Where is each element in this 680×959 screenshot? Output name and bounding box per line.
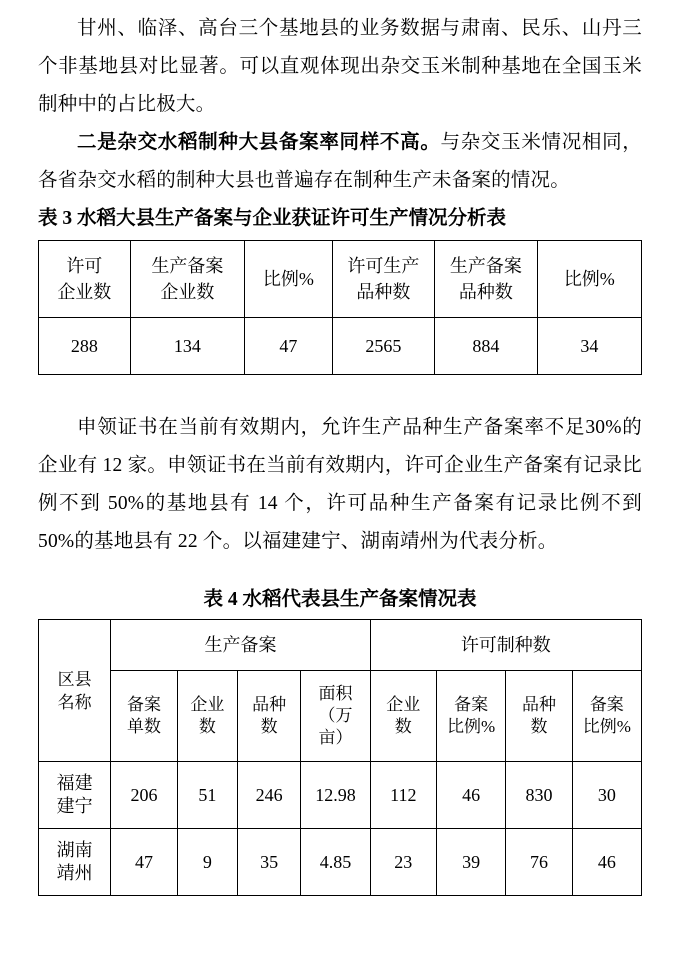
table4-corner-line-2: 名称 xyxy=(57,692,92,712)
table-row-group-header xyxy=(39,620,642,671)
table4-sub-5-line-1: 企业 xyxy=(386,695,421,714)
table-3 xyxy=(38,240,642,375)
table3-caption: 表 3 水稻大县生产备案与企业获证许可生产情况分析表 xyxy=(38,208,507,229)
table4-sub-2-line-1: 企业 xyxy=(190,695,225,714)
table4-caption: 表 4 水稻代表县生产备案情况表 xyxy=(203,589,477,610)
table3-cell-5: 884 xyxy=(435,318,538,375)
table3-header-1-line-1: 许可 xyxy=(66,256,103,276)
table4-sub-8-line-2: 比例% xyxy=(582,717,631,736)
table-row xyxy=(39,829,642,896)
table3-header-cell-2 xyxy=(130,241,245,318)
table3-header-1-line-2: 企业数 xyxy=(57,282,112,302)
table4-group-header-2: 许可制种数 xyxy=(370,620,641,671)
table4-row1-cell-2: 51 xyxy=(177,762,237,829)
table4-sub-header-8 xyxy=(572,671,641,762)
table4-row1-cell-8: 30 xyxy=(572,762,641,829)
table4-sub-header-5 xyxy=(370,671,436,762)
table3-header-2-line-1: 生产备案 xyxy=(151,256,224,276)
table3-header-5-line-1: 生产备案 xyxy=(449,256,522,276)
table3-header-5-line-2: 品种数 xyxy=(458,282,513,302)
table4-row2-cell-5: 23 xyxy=(370,829,436,896)
table3-header-cell-3 xyxy=(245,241,332,318)
table4-row1-name-line-1: 福建 xyxy=(56,773,93,793)
table4-group-header-1: 生产备案 xyxy=(111,620,370,671)
table3-header-cell-5 xyxy=(435,241,538,318)
table4-row1-name-line-2: 建宁 xyxy=(56,796,93,816)
table4-row2-cell-2: 9 xyxy=(177,829,237,896)
table4-sub-7-line-1: 品种 xyxy=(521,695,556,714)
table3-cell-4: 2565 xyxy=(332,318,435,375)
paragraph-2 xyxy=(38,124,642,200)
table3-header-2-line-2: 企业数 xyxy=(160,282,215,302)
table4-sub-header-6 xyxy=(436,671,505,762)
paragraph-3: 申领证书在当前有效期内，允许生产品种生产备案率不足30%的企业有 12 家。申领证书在当前有效期内，许可企业生产备案有记录比例不到 50%的基地县有 14 个，许可品种生产备案有记录比例不到 50%的基地县有 22 个。以福建建宁、湖南靖州为代表分析。 xyxy=(38,417,642,552)
table-row-sub-header xyxy=(39,671,642,762)
table4-sub-4-line-2: （万 xyxy=(318,706,353,725)
paragraph-2-rest: 与杂交玉米情况相同，各省杂交水稻的制种大县也普遍存在制种生产未备案的情况。 xyxy=(38,132,642,191)
table4-sub-header-2 xyxy=(177,671,237,762)
table4-row2-cell-6: 39 xyxy=(436,829,505,896)
table4-sub-header-3 xyxy=(237,671,300,762)
table4-row1-cell-6: 46 xyxy=(436,762,505,829)
table4-sub-5-line-2: 数 xyxy=(394,717,412,736)
table4-sub-1-line-2: 单数 xyxy=(127,717,162,736)
table4-sub-4-line-1: 面积 xyxy=(318,684,353,703)
table-row xyxy=(39,318,642,375)
table4-row2-cell-8: 46 xyxy=(572,829,641,896)
table4-row2-cell-1: 47 xyxy=(111,829,177,896)
spacer-before-table4 xyxy=(38,561,642,581)
table4-row2-cell-3: 35 xyxy=(237,829,300,896)
table4-sub-header-7 xyxy=(506,671,572,762)
table4-row1-cell-7: 830 xyxy=(506,762,572,829)
table4-row1-name xyxy=(39,762,111,829)
table4-sub-6-line-2: 比例% xyxy=(447,717,496,736)
table4-row2-cell-4: 4.85 xyxy=(301,829,370,896)
table4-sub-3-line-1: 品种 xyxy=(252,695,287,714)
table-4 xyxy=(38,619,642,896)
table3-header-6-line-1: 比例% xyxy=(563,269,615,289)
table4-sub-3-line-2: 数 xyxy=(260,717,278,736)
table4-corner-cell xyxy=(39,620,111,762)
table3-header-cell-1 xyxy=(39,241,131,318)
table3-header-3-line-1: 比例% xyxy=(262,269,314,289)
table3-header-4-line-1: 许可生产 xyxy=(347,256,420,276)
paragraph-2-bold-lead: 二是杂交水稻制种大县备案率同样不高。 xyxy=(77,132,441,153)
table-row-header xyxy=(39,241,642,318)
table4-corner-line-1: 区县 xyxy=(57,669,92,689)
table3-cell-2: 134 xyxy=(130,318,245,375)
table4-row2-name-line-2: 靖州 xyxy=(56,863,93,883)
table4-sub-1-line-1: 备案 xyxy=(127,695,162,714)
table3-header-cell-6 xyxy=(537,241,641,318)
table4-sub-header-1 xyxy=(111,671,177,762)
table4-sub-8-line-1: 备案 xyxy=(589,695,624,714)
table4-row2-name-line-1: 湖南 xyxy=(56,840,93,860)
table4-sub-4-line-3: 亩） xyxy=(318,728,353,747)
table4-row1-cell-5: 112 xyxy=(370,762,436,829)
table4-sub-7-line-2: 数 xyxy=(530,717,548,736)
table3-header-cell-4 xyxy=(332,241,435,318)
table3-cell-1: 288 xyxy=(39,318,131,375)
table3-header-4-line-2: 品种数 xyxy=(356,282,411,302)
table4-sub-header-4 xyxy=(301,671,370,762)
table4-row2-name xyxy=(39,829,111,896)
table4-sub-6-line-1: 备案 xyxy=(454,695,489,714)
table4-row1-cell-4: 12.98 xyxy=(301,762,370,829)
table4-row1-cell-3: 246 xyxy=(237,762,300,829)
paragraph-1: 甘州、临泽、高台三个基地县的业务数据与肃南、民乐、山丹三个非基地县对比显著。可以直观体现出杂交玉米制种基地在全国玉米制种中的占比极大。 xyxy=(38,18,642,115)
table3-cell-6: 34 xyxy=(537,318,641,375)
table3-cell-3: 47 xyxy=(245,318,332,375)
spacer-after-table3 xyxy=(38,375,642,409)
table-row xyxy=(39,762,642,829)
table4-row2-cell-7: 76 xyxy=(506,829,572,896)
table4-row1-cell-1: 206 xyxy=(111,762,177,829)
table4-sub-2-line-2: 数 xyxy=(198,717,216,736)
